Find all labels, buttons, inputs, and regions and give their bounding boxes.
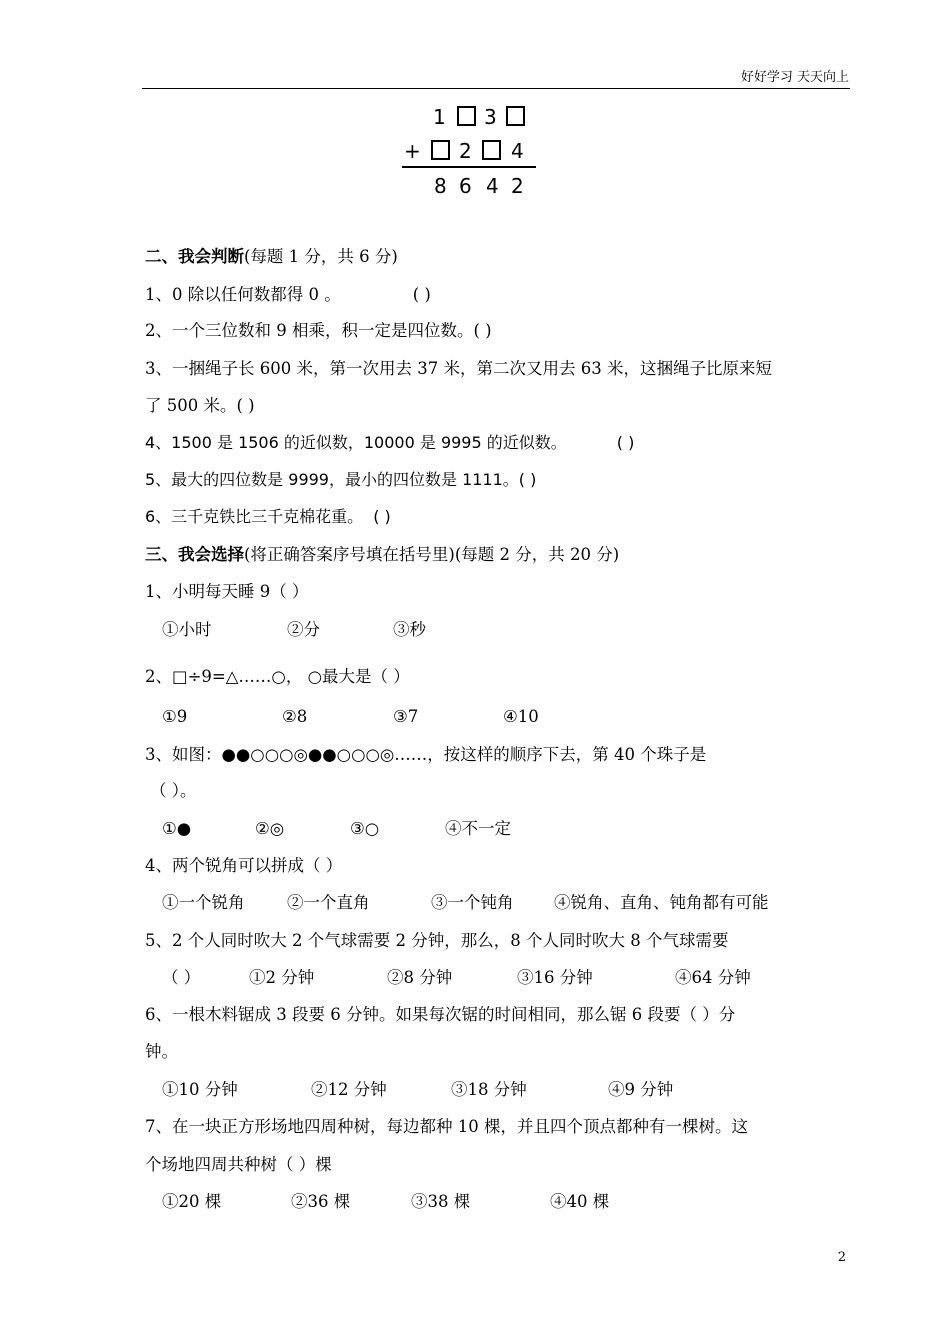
puzzle-digit: 2 [459,139,472,163]
puzzle-blank-box [431,140,450,160]
option: ④40 棵 [550,1192,610,1211]
choice-q3-line2: （ ）。 [150,781,197,800]
question-text: 4、1500 是 1506 的近似数，10000 是 9995 的近似数。 [145,433,567,452]
judge-q1 [145,285,431,305]
option: ④不一定 [445,819,511,838]
addition-puzzle [400,100,540,200]
option: ③18 分钟 [451,1080,527,1099]
choice-q6-line1: 6、一根木料锯成 3 段要 6 分钟。如果每次锯的时间相同，那么锯 6 段要（ ）分 [145,1005,736,1024]
header-text: 好好学习 天天向上 [740,70,849,85]
option: ②◎ [255,819,285,838]
choice-q5-line1: 5、2 个人同时吹大 2 个气球需要 2 分钟，那么，8 个人同时吹大 8 个气球需要 [145,931,729,950]
judge-q3-line2 [145,396,255,416]
option: ①10 分钟 [162,1080,238,1099]
option: ③秒 [393,620,426,639]
option: ③○ [350,819,380,838]
choice-q3-line1: 3、如图：●●○○○◎●●○○○◎……，按这样的顺序下去，第 40 个珠子是 [145,745,707,764]
question-text: 5、最大的四位数是 9999，最小的四位数是 1111。 [145,470,519,489]
option: ①● [162,819,192,838]
option: ②一个直角 [287,893,370,912]
section2-note: (每题 1 分，共 6 分) [244,247,398,266]
answer-bracket: ( ) [412,285,431,304]
option: ②36 棵 [291,1192,351,1211]
option: ②分 [287,620,320,639]
section2-title: 二、我会判断 [145,247,244,266]
page-number: 2 [837,1250,846,1265]
option: ④锐角、直角、钝角都有可能 [554,893,769,912]
choice-q1: 1、小明每天睡 9（ ） [145,582,309,601]
puzzle-blank-box [506,106,525,126]
choice-q4: 4、两个锐角可以拼成（ ） [145,856,343,875]
section2-heading [145,247,398,267]
puzzle-blank-box [457,106,476,126]
option: ④9 分钟 [608,1080,674,1099]
option: ③7 [393,707,419,726]
puzzle-plus-sign: + [404,139,421,163]
option: ②8 [282,707,308,726]
option: ③一个钝角 [431,893,514,912]
puzzle-digit: 1 [433,105,446,129]
puzzle-digit: 4 [511,139,524,163]
section3-heading [145,545,619,565]
question-text: 6、三千克铁比三千克棉花重。 [145,507,364,526]
option: ②8 分钟 [387,968,453,987]
question-text: 2、一个三位数和 9 相乘，积一定是四位数。 [145,321,474,340]
option: ①一个锐角 [162,893,245,912]
puzzle-blank-box [482,140,501,160]
option: ④64 分钟 [675,968,751,987]
option: ④10 [503,707,539,726]
choice-q2: 2、□÷9=△……○， ○最大是（ ） [145,667,410,686]
choice-q6-line2: 钟。 [145,1042,178,1061]
puzzle-result-digit: 4 [486,174,499,198]
option: ③16 分钟 [517,968,593,987]
judge-q3-line1: 3、一捆绳子长 600 米，第一次用去 37 米，第二次又用去 63 米，这捆绳子比原来短 [145,359,772,378]
judge-q2 [145,321,492,341]
puzzle-sum-rule [402,166,536,168]
section3-note: (将正确答案序号填在括号里)(每题 2 分，共 20 分) [244,545,620,564]
judge-q5 [145,470,536,490]
puzzle-result-digit: 2 [511,174,524,198]
option: ③38 棵 [411,1192,471,1211]
option: ②12 分钟 [311,1080,387,1099]
answer-bracket: （ ） [162,968,201,987]
section3-title: 三、我会选择 [145,545,244,564]
option: ①9 [162,707,188,726]
answer-bracket: ( ) [616,433,635,452]
judge-q4 [145,433,634,453]
answer-bracket: ( ) [373,507,391,526]
choice-q7-line1: 7、在一块正方形场地四周种树，每边都种 10 棵，并且四个顶点都种有一棵树。这 [145,1117,748,1136]
option: ①20 棵 [162,1192,222,1211]
puzzle-digit: 3 [484,105,497,129]
answer-bracket: ( ) [473,321,492,340]
puzzle-result-digit: 8 [434,174,447,198]
answer-bracket: ( ) [236,396,255,415]
header-rule [142,88,850,89]
question-text: 了 500 米。 [145,396,237,415]
option: ①小时 [162,620,212,639]
puzzle-result-digit: 6 [459,174,472,198]
option: ①2 分钟 [249,968,315,987]
question-text: 1、0 除以任何数都得 0 。 [145,285,341,304]
answer-bracket: ( ) [518,470,537,489]
judge-q6 [145,507,391,527]
choice-q7-line2: 个场地四周共种树（ ）棵 [145,1155,332,1174]
